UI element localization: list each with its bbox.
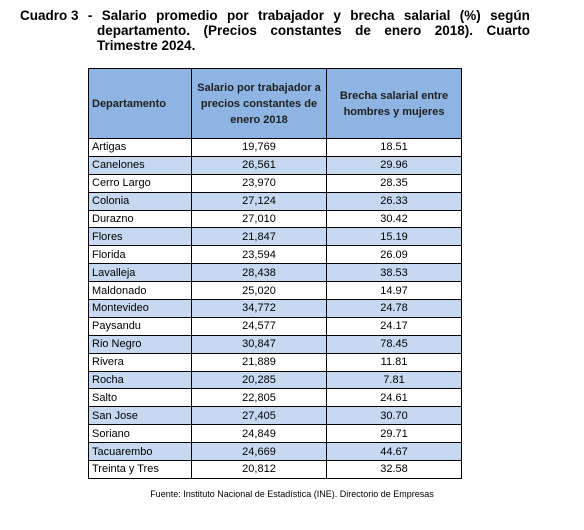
table-row — [89, 264, 462, 282]
table-row — [89, 335, 462, 353]
caption-line-2 — [20, 23, 530, 38]
cell-departamento: Flores — [89, 228, 192, 246]
caption-word: trabajador — [258, 8, 325, 23]
cell-departamento: Maldonado — [89, 282, 192, 300]
caption-word: Salario — [101, 8, 147, 23]
cell-salario: 25,020 — [192, 282, 327, 300]
table-row — [89, 425, 462, 443]
table-row — [89, 371, 462, 389]
cell-departamento: Montevideo — [89, 300, 192, 318]
caption-word: según — [490, 8, 530, 23]
table-row — [89, 317, 462, 335]
cell-salario: 23,970 — [192, 174, 327, 192]
cell-departamento: Cerro Largo — [89, 174, 192, 192]
caption-word: salarial — [403, 8, 451, 23]
cell-salario: 28,438 — [192, 264, 327, 282]
cell-brecha: 15.19 — [327, 228, 462, 246]
cell-departamento: Rivera — [89, 353, 192, 371]
caption-word: Trimestre 2024. — [97, 38, 196, 53]
cell-brecha: 24.78 — [327, 300, 462, 318]
caption-word: (%) — [459, 8, 481, 23]
cell-departamento: Salto — [89, 389, 192, 407]
table-row — [89, 389, 462, 407]
cell-brecha: 78.45 — [327, 335, 462, 353]
header-brecha: Brecha salarial entre hombres y mujeres — [327, 69, 462, 139]
table-row — [89, 443, 462, 461]
cell-departamento: Artigas — [89, 139, 192, 157]
cell-salario: 21,889 — [192, 353, 327, 371]
cell-salario: 34,772 — [192, 300, 327, 318]
table-row — [89, 139, 462, 157]
cell-brecha: 11.81 — [327, 353, 462, 371]
cell-salario: 24,849 — [192, 425, 327, 443]
cell-brecha: 28.35 — [327, 174, 462, 192]
table-row — [89, 246, 462, 264]
table-row — [89, 282, 462, 300]
cell-departamento: Rio Negro — [89, 335, 192, 353]
caption-word: 2018). — [434, 23, 473, 38]
caption-word: por — [226, 8, 249, 23]
caption-word: enero — [384, 23, 422, 38]
cell-salario: 30,847 — [192, 335, 327, 353]
caption-word: departamento. — [97, 23, 191, 38]
cell-brecha: 30.70 — [327, 407, 462, 425]
cell-brecha: 30.42 — [327, 210, 462, 228]
table-row — [89, 156, 462, 174]
cell-salario: 20,812 — [192, 461, 327, 479]
cell-brecha: 32.58 — [327, 461, 462, 479]
cell-salario: 19,769 — [192, 139, 327, 157]
caption-word: Cuarto — [486, 23, 530, 38]
table-row — [89, 192, 462, 210]
cell-departamento: Paysandu — [89, 317, 192, 335]
table-row — [89, 228, 462, 246]
cell-departamento: Soriano — [89, 425, 192, 443]
header-departamento: Departamento — [89, 69, 192, 139]
table-caption — [20, 8, 530, 53]
table-row — [89, 300, 462, 318]
caption-word: brecha — [350, 8, 395, 23]
cell-salario: 24,669 — [192, 443, 327, 461]
cell-brecha: 7.81 — [327, 371, 462, 389]
cell-brecha: 24.61 — [327, 389, 462, 407]
table-row — [89, 407, 462, 425]
table-row — [89, 353, 462, 371]
caption-line-3 — [20, 38, 530, 53]
source-note: Fuente: Instituto Nacional de Estadística (INE). Directorio de Empresas — [150, 489, 434, 499]
caption-line-1 — [20, 8, 530, 23]
cell-departamento: Lavalleja — [89, 264, 192, 282]
caption-dash: - — [87, 8, 93, 23]
caption-word: de — [355, 23, 371, 38]
cell-salario: 27,405 — [192, 407, 327, 425]
cell-departamento: Tacuarembo — [89, 443, 192, 461]
cell-salario: 24,577 — [192, 317, 327, 335]
cell-departamento: Durazno — [89, 210, 192, 228]
cell-salario: 27,010 — [192, 210, 327, 228]
cell-brecha: 18.51 — [327, 139, 462, 157]
cell-departamento: Florida — [89, 246, 192, 264]
table-row — [89, 210, 462, 228]
caption-word: (Precios — [203, 23, 257, 38]
table-header-row — [89, 69, 462, 139]
caption-word: constantes — [270, 23, 342, 38]
cell-departamento: Rocha — [89, 371, 192, 389]
cell-brecha: 29.96 — [327, 156, 462, 174]
caption-word: promedio — [156, 8, 218, 23]
cell-brecha: 26.33 — [327, 192, 462, 210]
cell-brecha: 38.53 — [327, 264, 462, 282]
cell-departamento: Canelones — [89, 156, 192, 174]
cell-brecha: 29.71 — [327, 425, 462, 443]
salary-table — [88, 68, 462, 479]
cell-brecha: 24.17 — [327, 317, 462, 335]
table-row — [89, 461, 462, 479]
cell-departamento: San Jose — [89, 407, 192, 425]
cell-salario: 20,285 — [192, 371, 327, 389]
cell-departamento: Treinta y Tres — [89, 461, 192, 479]
cell-salario: 22,805 — [192, 389, 327, 407]
cell-salario: 27,124 — [192, 192, 327, 210]
table-body — [89, 139, 462, 479]
cell-salario: 26,561 — [192, 156, 327, 174]
cell-brecha: 14.97 — [327, 282, 462, 300]
table-row — [89, 174, 462, 192]
caption-label: Cuadro 3 — [20, 8, 79, 23]
cell-brecha: 44.67 — [327, 443, 462, 461]
header-salario: Salario por trabajador a precios constantes de enero 2018 — [192, 69, 327, 139]
cell-salario: 23,594 — [192, 246, 327, 264]
cell-brecha: 26.09 — [327, 246, 462, 264]
cell-salario: 21,847 — [192, 228, 327, 246]
caption-word: y — [333, 8, 341, 23]
cell-departamento: Colonia — [89, 192, 192, 210]
